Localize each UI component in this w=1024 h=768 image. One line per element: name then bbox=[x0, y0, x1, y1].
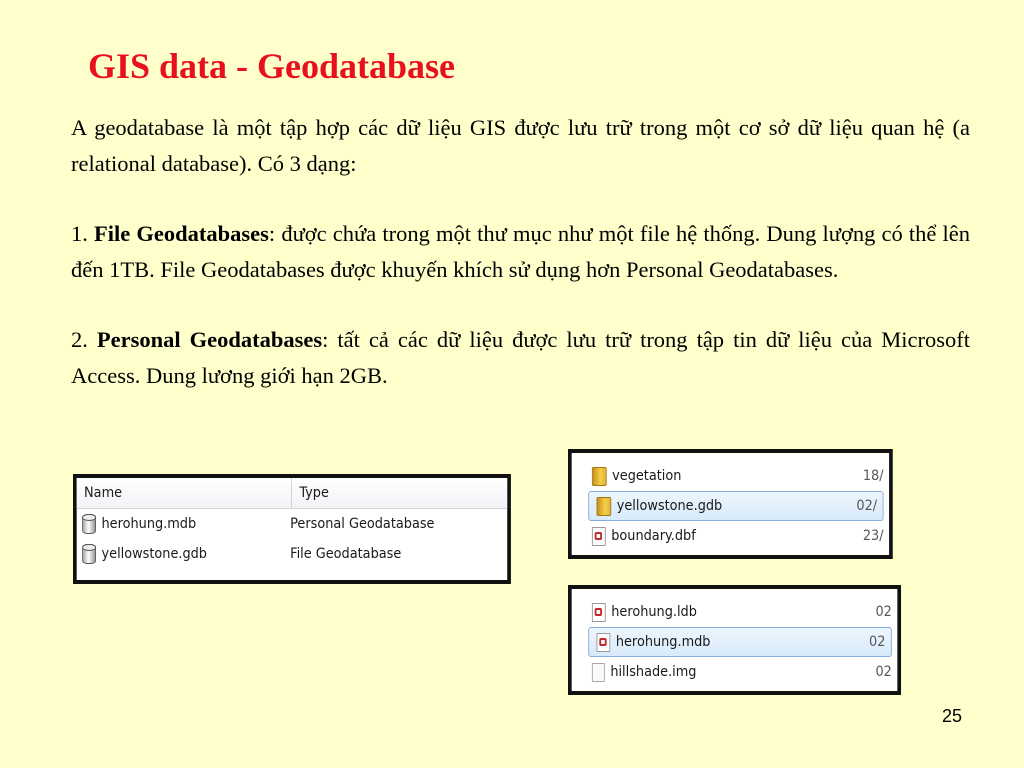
item-number: 1. bbox=[71, 221, 95, 246]
page-number: 25 bbox=[941, 706, 962, 726]
explorer-row-name: boundary.dbf bbox=[611, 528, 696, 544]
database-icon bbox=[82, 514, 96, 534]
catalog-row[interactable] bbox=[77, 509, 508, 539]
dbf-file-icon bbox=[592, 527, 606, 546]
explorer-row[interactable] bbox=[572, 657, 898, 687]
explorer-row[interactable] bbox=[572, 597, 898, 627]
catalog-row-type: Personal Geodatabase bbox=[290, 516, 435, 532]
explorer-row-name: vegetation bbox=[612, 468, 682, 484]
explorer-screenshot-2 bbox=[568, 585, 901, 695]
catalog-row[interactable] bbox=[77, 539, 508, 569]
catalog-screenshot bbox=[73, 474, 511, 584]
catalog-row-name-cell bbox=[82, 514, 283, 534]
explorer-row-date: 02 bbox=[868, 634, 886, 650]
column-name-header[interactable]: Name bbox=[77, 478, 292, 508]
catalog-row-name-cell bbox=[82, 544, 283, 564]
image-file-icon bbox=[592, 663, 605, 682]
item-term: Personal Geodatabases bbox=[96, 327, 323, 352]
folder-icon bbox=[597, 497, 612, 516]
access-file-icon bbox=[597, 633, 611, 652]
database-icon bbox=[82, 544, 96, 564]
catalog-row-name: yellowstone.gdb bbox=[101, 546, 207, 562]
explorer-row-partial bbox=[572, 589, 898, 597]
explorer-row[interactable] bbox=[572, 461, 889, 491]
explorer-row-name: herohung.mdb bbox=[615, 634, 711, 650]
item-term: File Geodatabases bbox=[94, 221, 269, 246]
explorer-row-name: hillshade.img bbox=[610, 664, 697, 680]
explorer-row-selected[interactable] bbox=[588, 491, 883, 521]
slide-title: GIS data - Geodatabase bbox=[88, 46, 456, 86]
column-type-header[interactable]: Type bbox=[299, 485, 329, 501]
column-header bbox=[77, 478, 508, 509]
explorer-row-date: 02 bbox=[875, 604, 892, 620]
slide-body bbox=[71, 110, 970, 394]
catalog-row-name: herohung.mdb bbox=[101, 516, 197, 532]
ldb-file-icon bbox=[592, 603, 606, 622]
explorer-row-name: herohung.ldb bbox=[611, 604, 697, 620]
item-description: : được chứa trong một thư mục như một file hệ thống. Dung lượng có thể lên đến 1TB. File Geodatabases được khuyến khích sử dụng hơn Personal Geodatabases. bbox=[71, 221, 971, 282]
item-file-geodatabases bbox=[71, 216, 970, 288]
catalog-row-type: File Geodatabase bbox=[290, 546, 402, 562]
intro-paragraph: A geodatabase là một tập hợp các dữ liệu GIS được lưu trữ trong một cơ sở dữ liệu quan hệ (a relational database). Có 3 dạng: bbox=[71, 115, 970, 176]
item-description: : tất cả các dữ liệu được lưu trữ trong tập tin dữ liệu của Microsoft Access. Dung lương giới hạn 2GB. bbox=[71, 327, 971, 388]
catalog-row-partial bbox=[77, 569, 508, 577]
explorer-row-date: 02/ bbox=[856, 498, 878, 514]
explorer-row-selected[interactable] bbox=[588, 627, 892, 657]
explorer-screenshot-1 bbox=[568, 449, 893, 559]
item-personal-geodatabases bbox=[71, 322, 970, 394]
explorer-row-date: 02 bbox=[875, 664, 892, 680]
explorer-row[interactable] bbox=[572, 521, 889, 551]
folder-icon bbox=[592, 467, 607, 486]
explorer-row-partial bbox=[572, 453, 889, 461]
explorer-row-date: 18/ bbox=[862, 468, 884, 484]
item-number: 2. bbox=[71, 327, 97, 352]
explorer-row-name: yellowstone.gdb bbox=[616, 498, 723, 514]
explorer-row-date: 23/ bbox=[862, 528, 884, 544]
